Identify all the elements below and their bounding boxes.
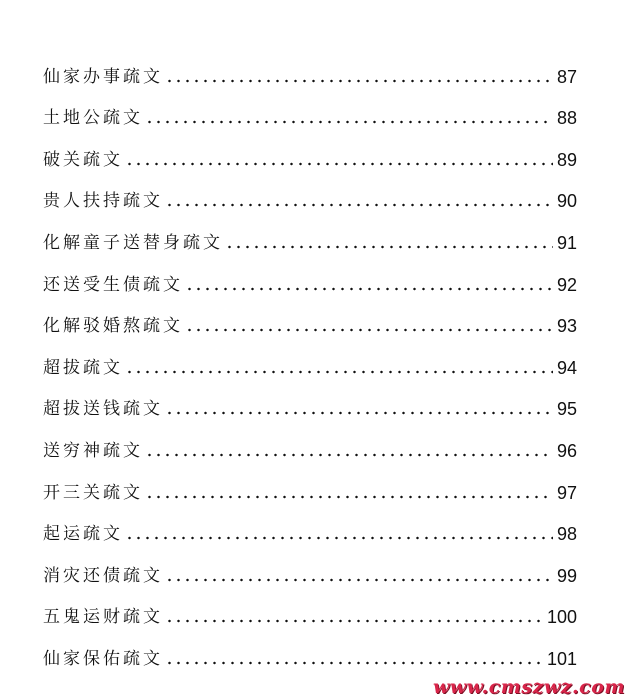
toc-entry-page-number: 92: [556, 274, 577, 295]
toc-entry-title: 土地公疏文: [43, 108, 143, 129]
toc-entry-page-number: 94: [556, 357, 577, 378]
dot-leader: [165, 203, 553, 207]
dot-leader: [165, 619, 543, 623]
toc-entry[interactable]: [43, 508, 577, 550]
toc-entry[interactable]: [43, 216, 577, 258]
dot-leader: [165, 411, 553, 415]
toc-entry-page-number: 87: [556, 66, 577, 87]
toc-entry-page-number: 88: [556, 108, 577, 129]
toc-entry-title: 超拔疏文: [43, 357, 123, 378]
toc-entry-page-number: 97: [556, 482, 577, 503]
toc-entry[interactable]: [43, 632, 577, 674]
dot-leader: [185, 328, 553, 332]
dot-leader: [125, 536, 553, 540]
toc-entry[interactable]: [43, 466, 577, 508]
toc-entry-title: 开三关疏文: [43, 482, 143, 503]
dot-leader: [125, 162, 553, 166]
toc-entry-title: 送穷神疏文: [43, 440, 143, 461]
dot-leader: [125, 370, 553, 374]
toc-entry[interactable]: [43, 133, 577, 175]
toc-entry[interactable]: [43, 424, 577, 466]
toc-entry-page-number: 98: [556, 524, 577, 545]
toc-entry[interactable]: [43, 549, 577, 591]
dot-leader: [185, 287, 553, 291]
toc-entry-title: 贵人扶持疏文: [43, 191, 163, 212]
toc-entry[interactable]: [43, 300, 577, 342]
toc-entry[interactable]: [43, 258, 577, 300]
toc-entry[interactable]: [43, 591, 577, 633]
dot-leader: [145, 495, 553, 499]
toc-entry-title: 还送受生债疏文: [43, 274, 183, 295]
toc-entry-page-number: 99: [556, 565, 577, 586]
toc-entry-page-number: 93: [556, 316, 577, 337]
dot-leader: [145, 453, 553, 457]
dot-leader: [225, 245, 553, 249]
dot-leader: [165, 578, 553, 582]
dot-leader: [165, 661, 543, 665]
toc-entry-title: 仙家办事疏文: [43, 66, 163, 87]
table-of-contents: [43, 50, 577, 674]
site-watermark: www.cmszwz.com: [432, 676, 625, 698]
toc-entry-page-number: 96: [556, 440, 577, 461]
toc-entry-page-number: 95: [556, 399, 577, 420]
dot-leader: [165, 79, 553, 83]
toc-entry-title: 仙家保佑疏文: [43, 648, 163, 669]
toc-entry-page-number: 100: [546, 607, 577, 628]
toc-entry-title: 破关疏文: [43, 149, 123, 170]
toc-entry-page-number: 89: [556, 149, 577, 170]
toc-entry-title: 五鬼运财疏文: [43, 607, 163, 628]
toc-entry-page-number: 91: [556, 232, 577, 253]
toc-entry-title: 消灾还债疏文: [43, 565, 163, 586]
toc-entry-title: 起运疏文: [43, 524, 123, 545]
toc-entry-title: 化解驳婚熬疏文: [43, 316, 183, 337]
toc-entry-page-number: 101: [546, 648, 577, 669]
toc-entry[interactable]: [43, 175, 577, 217]
dot-leader: [145, 120, 553, 124]
toc-entry[interactable]: [43, 50, 577, 92]
toc-entry[interactable]: [43, 341, 577, 383]
toc-entry[interactable]: [43, 383, 577, 425]
toc-entry-page-number: 90: [556, 191, 577, 212]
toc-entry-title: 化解童子送替身疏文: [43, 232, 223, 253]
toc-entry-title: 超拔送钱疏文: [43, 399, 163, 420]
toc-entry[interactable]: [43, 92, 577, 134]
